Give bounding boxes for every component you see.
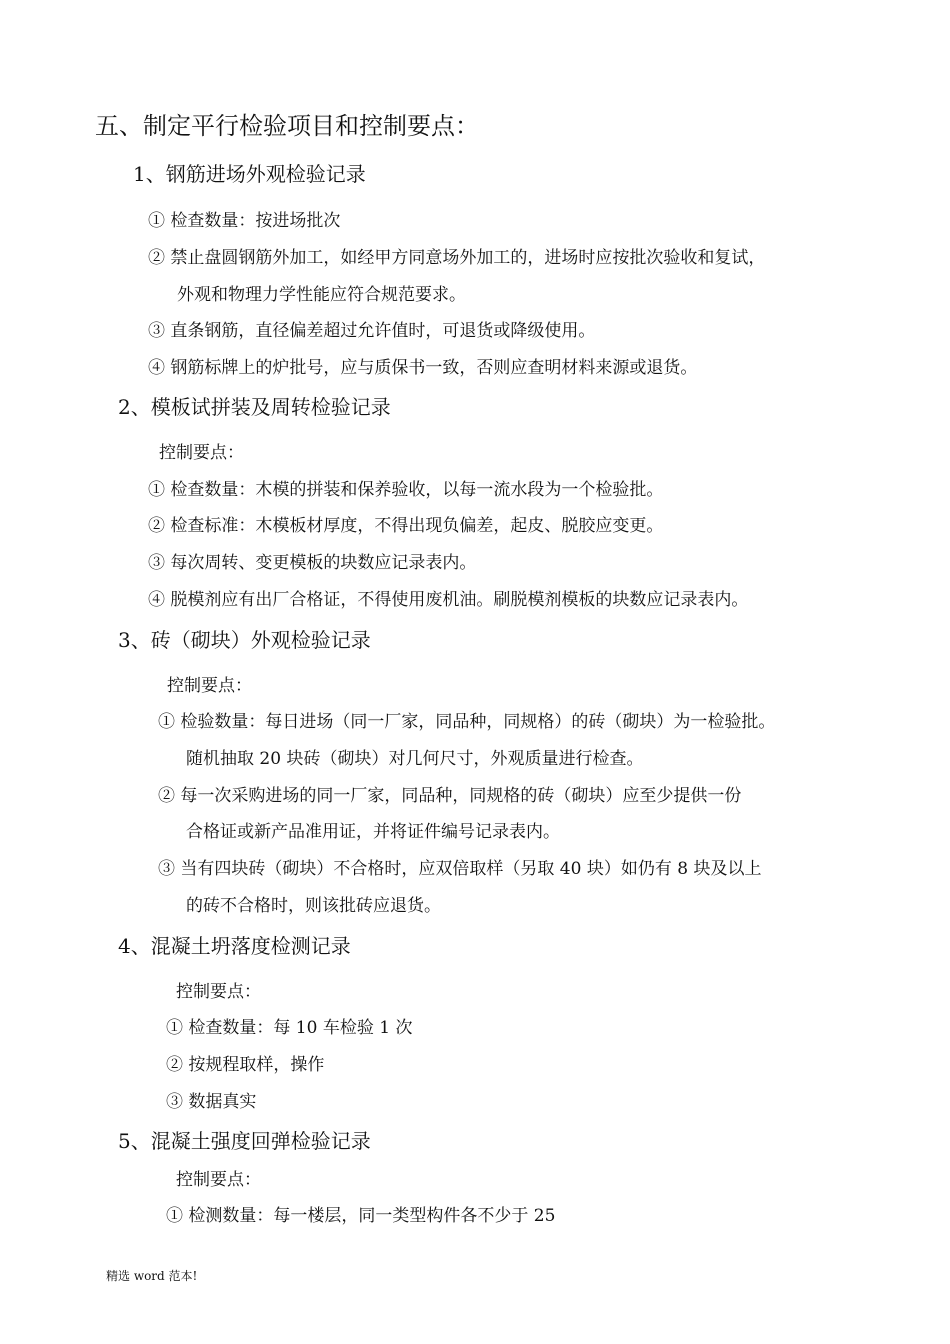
list-item-continuation: 随机抽取 20 块砖（砌块）对几何尺寸，外观质量进行检查。 xyxy=(186,749,644,769)
list-item: ③ 数据真实 xyxy=(166,1092,257,1112)
list-item: ① 检查数量：每 10 车检验 1 次 xyxy=(166,1018,413,1038)
section-title: 3、砖（砌块）外观检验记录 xyxy=(118,628,371,652)
list-item-continuation: 外观和物理力学性能应符合规范要求。 xyxy=(177,285,466,305)
list-item-continuation: 的砖不合格时，则该批砖应退货。 xyxy=(186,896,441,916)
list-item: ① 检验数量：每日进场（同一厂家，同品种，同规格）的砖（砌块）为一检验批。 xyxy=(158,712,776,732)
list-item: ② 禁止盘圆钢筋外加工，如经甲方同意场外加工的，进场时应按批次验收和复试， xyxy=(148,248,766,268)
control-points-label: 控制要点： xyxy=(159,443,244,463)
list-item: ③ 直条钢筋，直径偏差超过允许值时，可退货或降级使用。 xyxy=(148,321,596,341)
section-title: 5、混凝土强度回弹检验记录 xyxy=(118,1129,371,1153)
section-title: 1、钢筋进场外观检验记录 xyxy=(133,162,366,186)
list-item: ③ 当有四块砖（砌块）不合格时，应双倍取样（另取 40 块）如仍有 8 块及以上 xyxy=(158,859,762,879)
list-item: ① 检测数量：每一楼层，同一类型构件各不少于 25 xyxy=(166,1206,556,1226)
control-points-label: 控制要点： xyxy=(176,1170,261,1190)
list-item: ② 检查标准：木模板材厚度，不得出现负偏差，起皮、脱胶应变更。 xyxy=(148,516,664,536)
list-item: ④ 钢筋标牌上的炉批号，应与质保书一致，否则应查明材料来源或退货。 xyxy=(148,358,698,378)
control-points-label: 控制要点： xyxy=(167,676,252,696)
list-item: ① 检查数量：木模的拼装和保养验收，以每一流水段为一个检验批。 xyxy=(148,480,664,500)
page-heading: 五、制定平行检验项目和控制要点： xyxy=(95,112,479,140)
list-item: ③ 每次周转、变更模板的块数应记录表内。 xyxy=(148,553,477,573)
list-item: ② 按规程取样，操作 xyxy=(166,1055,325,1075)
list-item: ② 每一次采购进场的同一厂家，同品种，同规格的砖（砌块）应至少提供一份 xyxy=(158,786,742,806)
section-title: 2、模板试拼装及周转检验记录 xyxy=(118,395,391,419)
page-footer: 精选 word 范本! xyxy=(106,1269,198,1283)
control-points-label: 控制要点： xyxy=(176,982,261,1002)
list-item-continuation: 合格证或新产品准用证，并将证件编号记录表内。 xyxy=(186,822,560,842)
list-item: ④ 脱模剂应有出厂合格证，不得使用废机油。刷脱模剂模板的块数应记录表内。 xyxy=(148,590,749,610)
list-item: ① 检查数量：按进场批次 xyxy=(148,211,341,231)
section-title: 4、混凝土坍落度检测记录 xyxy=(118,934,351,958)
